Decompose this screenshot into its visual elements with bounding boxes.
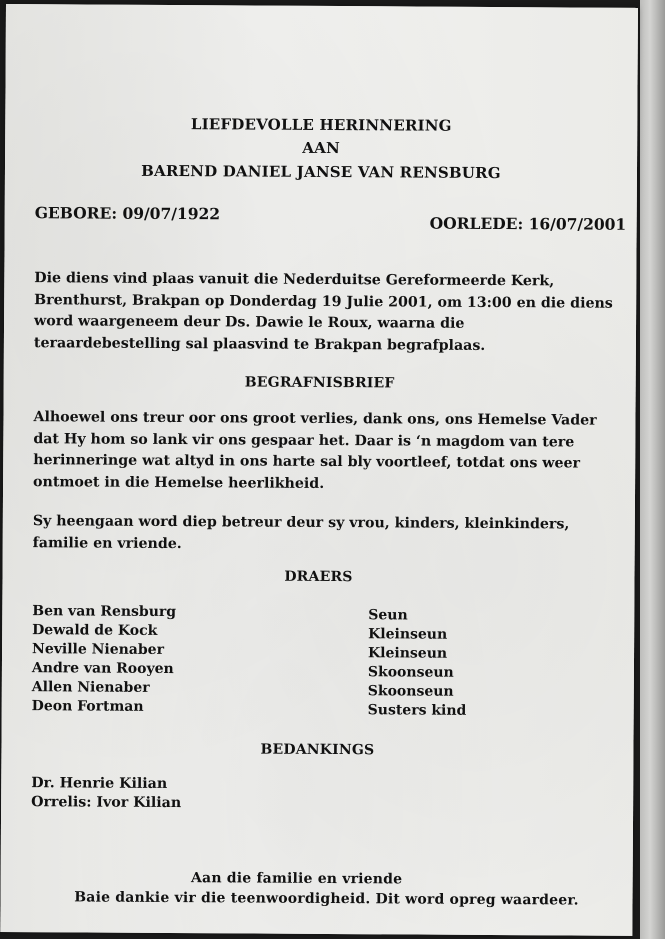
draer-role: Skoonseun: [367, 683, 454, 700]
draer-name: Andre van Rooyen: [31, 660, 174, 678]
draer-role: Susters kind: [367, 702, 467, 719]
paragraph-line: familie en vriende.: [32, 534, 182, 552]
document-body: [0, 4, 638, 936]
draer-name: Deon Fortman: [31, 698, 144, 715]
draer-name: Dewald de Kock: [32, 622, 158, 639]
death-date: OORLEDE: 16/07/2001: [429, 213, 627, 234]
draer-name: Neville Nienaber: [32, 641, 165, 658]
header-line-1: LIEFDEVOLLE HERINNERING: [190, 115, 452, 135]
bedanking-line: Dr. Henrie Kilian: [31, 775, 168, 792]
header-line-2: AAN: [302, 138, 340, 158]
draer-name: Ben van Rensburg: [32, 603, 177, 621]
paragraph-line: dat Hy hom so lank vir ons gespaar het. Daar is ‘n magdom van tere: [33, 430, 575, 450]
memorial-sheet: [0, 4, 638, 936]
paragraph-line: ontmoet in die Hemelse heerlikheid.: [33, 473, 325, 492]
begrafnisbrief-paragraph-2: [33, 511, 613, 558]
paragraph-line: Alhoewel ons treur oor ons groot verlies, dank ons, ons Hemelse Vader: [33, 409, 597, 429]
service-line: teraardebestelling sal plaasvind te Brakpan begrafplaas.: [33, 334, 486, 354]
draer-role: Kleinseun: [368, 626, 448, 643]
footer-line-2: Baie dankie vir die teenwoordigheid. Dit word opreg waardeer.: [74, 889, 579, 909]
begrafnisbrief-heading: BEGRAFNISBRIEF: [244, 374, 395, 392]
bedankings-heading: BEDANKINGS: [260, 741, 375, 759]
footer-line-1: Aan die familie en vriende: [190, 870, 403, 888]
birth-date: GEBORE: 09/07/1922: [34, 203, 221, 224]
service-line: Die diens vind plaas vanuit die Nederduitse Gereformeerde Kerk,: [34, 270, 555, 290]
bedanking-line: Orrelis: Ivor Kilian: [31, 794, 182, 812]
draer-role: Kleinseun: [367, 645, 448, 662]
deceased-name: BAREND DANIEL JANSE VAN RENSBURG: [141, 161, 501, 183]
draers-heading: DRAERS: [284, 568, 353, 586]
draer-role: Skoonseun: [367, 664, 454, 681]
service-paragraph: [34, 268, 615, 358]
service-line: word waargeneem deur Ds. Dawie le Roux, waarna die: [34, 313, 465, 332]
draer-role: Seun: [368, 607, 408, 624]
paragraph-line: Sy heengaan word diep betreur deur sy vrou, kinders, kleinkinders,: [32, 513, 570, 533]
service-line: Brenthurst, Brakpan op Donderdag 19 Julie 2001, om 13:00 en die diens: [34, 291, 613, 312]
page-edge: [640, 0, 665, 939]
paragraph-line: herinneringe wat altyd in ons harte sal bly voortleef, totdat ons weer: [33, 452, 581, 472]
begrafnisbrief-paragraph-1: [33, 407, 614, 497]
draer-name: Allen Nienaber: [31, 679, 150, 696]
